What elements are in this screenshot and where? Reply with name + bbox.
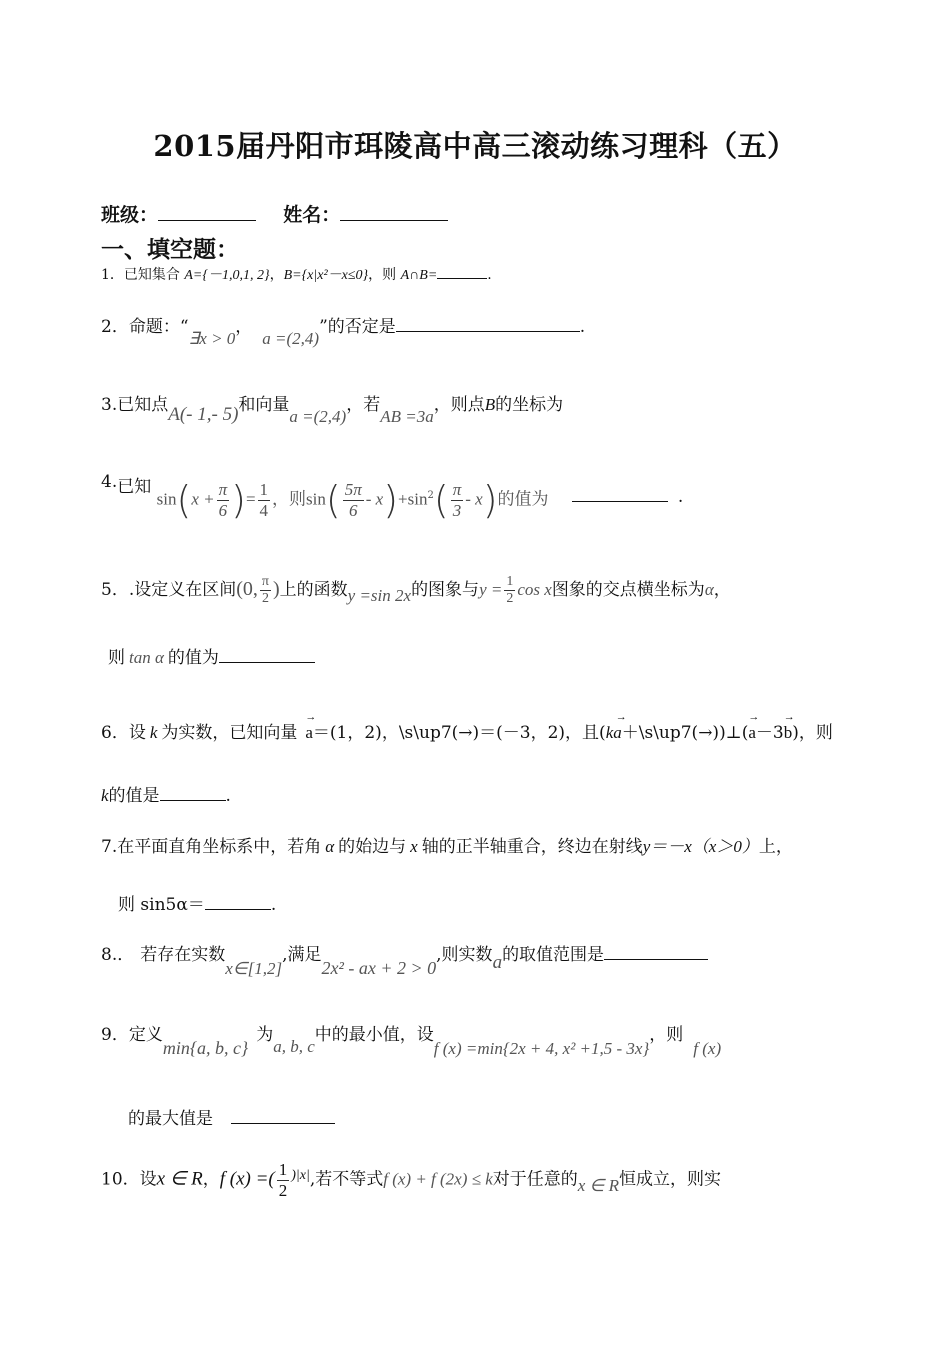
answer-blank[interactable] — [572, 501, 668, 502]
page-title: 2015届丹阳市珥陵高中高三滚动练习理科（五） — [153, 129, 797, 163]
answer-blank[interactable] — [160, 800, 226, 801]
question-number: 9． — [101, 1025, 129, 1045]
question-9-line-2: 的最大值是 — [128, 1104, 335, 1129]
question-7-line-2: 则 sin5α＝ . — [118, 895, 277, 915]
question-number: 8.． — [101, 945, 135, 965]
question-number: 7. — [101, 837, 118, 857]
question-6-line-2: k的值是 . — [101, 786, 231, 806]
answer-blank[interactable] — [231, 1123, 335, 1124]
question-9: 9．定义min{a, b, c}为a, b, c中的最小值，设f (x) =min{2x + 4, x² +1,5 - 3x}，则f (x) — [101, 1025, 722, 1058]
name-blank[interactable] — [340, 220, 448, 221]
question-number: 6． — [101, 723, 129, 743]
answer-blank[interactable] — [396, 331, 580, 332]
name-label: 姓名： — [283, 204, 341, 226]
class-label: 班级： — [101, 204, 159, 226]
question-4: 4.已知 sin(x + $\frac{\pi}{6}$ )= $\frac{1}{4}$ ，则sin( $\frac{5\pi}{6}$ - $x)+\sin^2$( $\frac{\pi}{3}$ - x)的值为 . — [101, 472, 684, 522]
answer-blank[interactable] — [604, 959, 708, 960]
question-5: 5．.设定义在区间(0, $\frac{\pi}{2}$ )上的函数y =sin 2x的图象与y = $\frac{1}{2}$ cos x图象的交点横坐标为α， — [101, 574, 731, 607]
answer-blank[interactable] — [437, 278, 487, 279]
question-2: 2．命题：“∃x > 0，a =(2,4)”的否定是 . — [101, 317, 586, 348]
question-number: 3. — [101, 395, 118, 415]
question-number: 1． — [101, 267, 124, 283]
question-3: 3.已知点A(- 1,- 5)和向量a =(2,4)，若AB =3a，则点B的坐标为 — [101, 395, 564, 426]
answer-blank[interactable] — [205, 909, 271, 910]
question-1: 1．已知集合 A={－1,0,1, 2}，B={x|x²－x≤0}，则 A∩B= . — [101, 267, 492, 283]
question-10: 10．设x ∈ R，f (x) =( $\frac{1}{2}$ $^{)|x|}$,若不等式f (x) + f (2x) ≤ k对于任意的x ∈ R恒成立，则实 — [101, 1160, 722, 1200]
question-5-line-2: 则 tan α 的值为 — [108, 643, 315, 668]
question-6: 6．设 k 为实数，已知向量 → a＝(1，2)，\s\up7(→)＝(－3，2)，且( → ka＋\s\up7(→))⊥( → a－3 → b)，则 — [101, 711, 833, 743]
question-8: 8.． 若存在实数x∈[1,2],满足2x² - ax + 2 > 0,则实数a的取值范围是 — [101, 940, 708, 966]
student-info-row — [101, 200, 448, 227]
question-number: 10． — [101, 1169, 140, 1190]
question-number: 5． — [101, 580, 129, 601]
question-number: 2． — [101, 317, 129, 337]
answer-blank[interactable] — [219, 662, 315, 663]
class-blank[interactable] — [158, 220, 256, 221]
question-7: 7.在平面直角坐标系中，若角 α 的始边与 x 轴的正半轴重合，终边在射线y＝－x（x＞0）上， — [101, 837, 793, 857]
section-heading: 一、填空题： — [101, 236, 239, 263]
question-number: 4. — [101, 472, 118, 492]
